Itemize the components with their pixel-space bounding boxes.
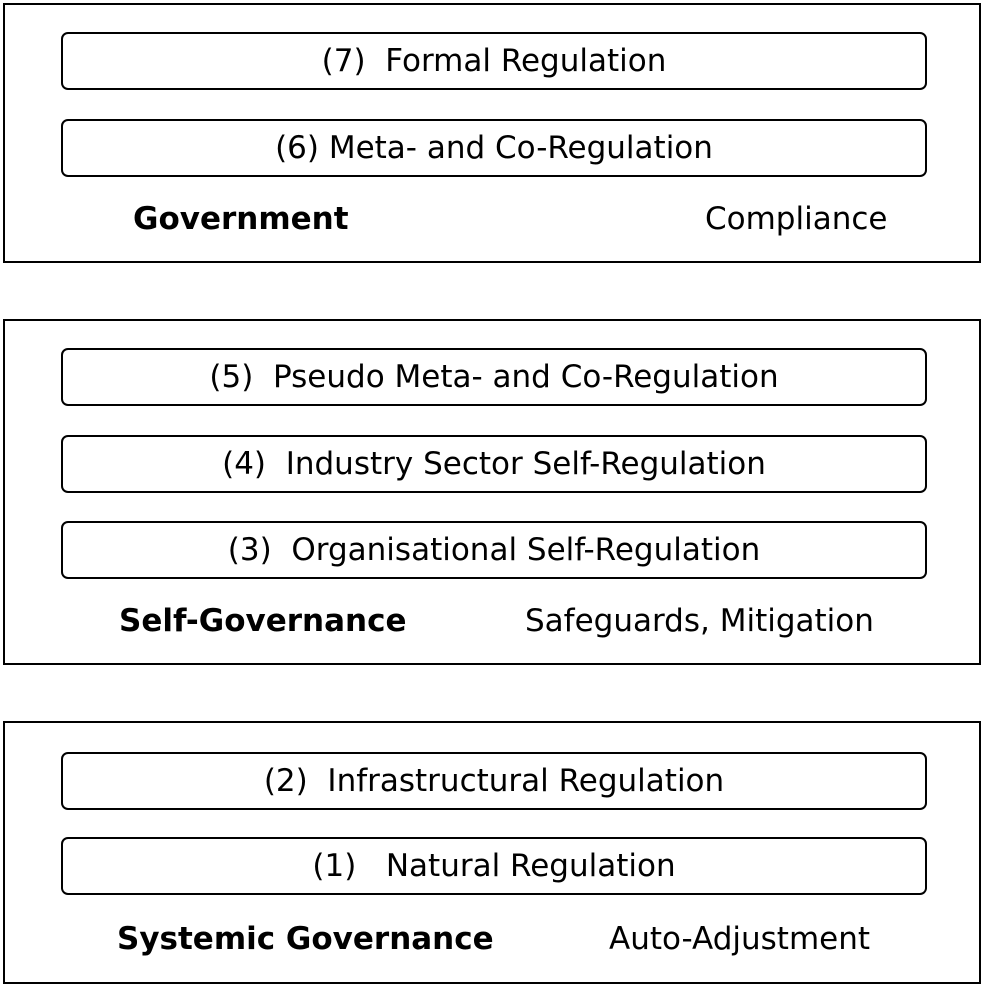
governance-label-systemic-governance: Systemic Governance	[117, 921, 494, 957]
function-label-auto-adjustment: Auto-Adjustment	[609, 921, 871, 957]
level-6-meta-co-regulation: (6) Meta- and Co-Regulation	[61, 119, 927, 177]
level-1-natural-regulation: (1) Natural Regulation	[61, 837, 927, 895]
level-4-industry-sector-self-regulation: (4) Industry Sector Self-Regulation	[61, 435, 927, 493]
level-7-formal-regulation: (7) Formal Regulation	[61, 32, 927, 90]
level-5-pseudo-meta-co-regulation: (5) Pseudo Meta- and Co-Regulation	[61, 348, 927, 406]
government-group	[3, 3, 981, 263]
self-governance-group	[3, 319, 981, 665]
level-3-organisational-self-regulation: (3) Organisational Self-Regulation	[61, 521, 927, 579]
level-2-infrastructural-regulation: (2) Infrastructural Regulation	[61, 752, 927, 810]
systemic-governance-group	[3, 721, 981, 984]
governance-label-self-governance: Self-Governance	[119, 603, 407, 639]
function-label-compliance: Compliance	[705, 201, 888, 237]
governance-label-government: Government	[133, 201, 349, 237]
function-label-safeguards: Safeguards, Mitigation	[525, 603, 874, 639]
